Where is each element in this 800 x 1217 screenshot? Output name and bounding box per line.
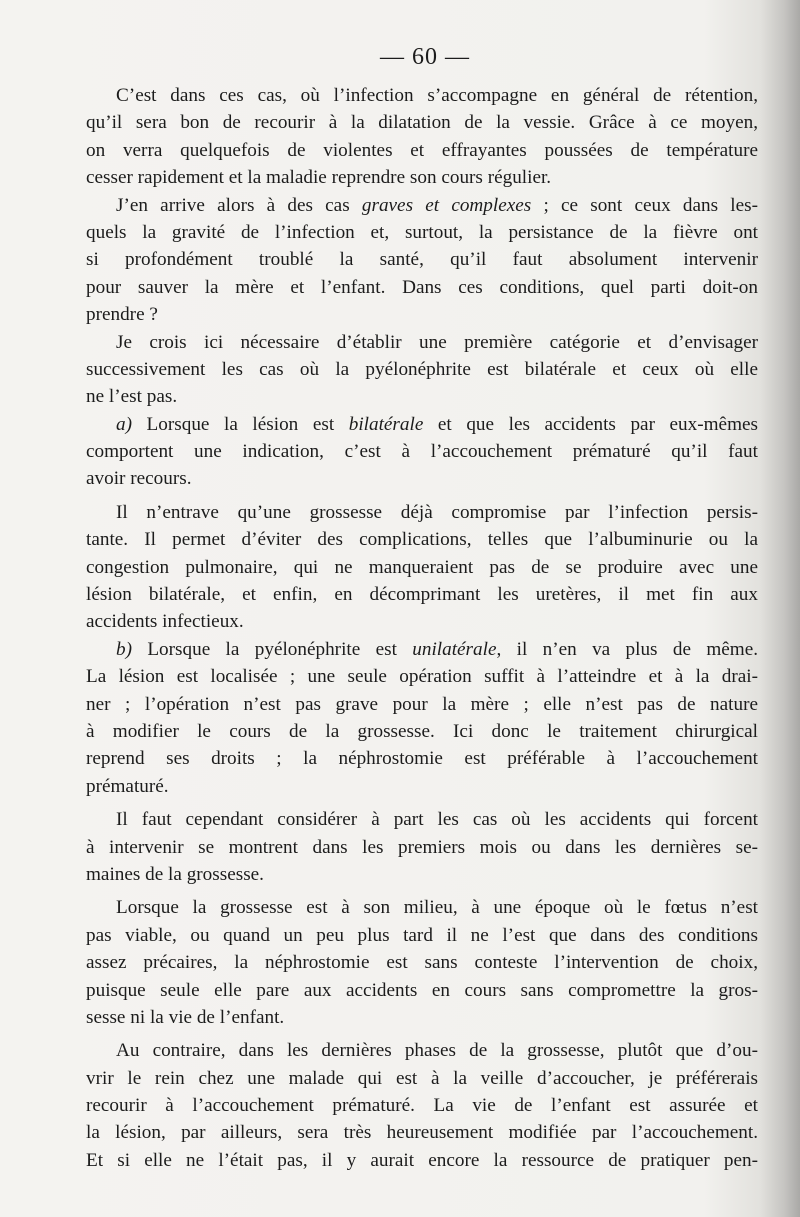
text-line: quels la gravité de l’infection et, surtout, la persistance de la fièvre ont [86,221,758,243]
text-run: J’en arrive alors à des cas [116,194,362,216]
list-marker-b: b) [116,638,132,660]
text-line: Au contraire, dans les dernières phases de la grossesse, plutôt que d’ou- [116,1040,758,1062]
text-line: pour sauver la mère et l’enfant. Dans ces conditions, quel parti doit-on [86,276,758,298]
italic-phrase: graves et complexes [361,194,532,216]
text-line: recourir à l’accouchement prématuré. La vie de l’enfant est assurée et [86,1095,758,1117]
text-line: la lésion, par ailleurs, sera très heureusement modifiée par l’accouchement. [86,1122,758,1144]
italic-phrase: unilatérale [412,638,497,660]
text-line: tante. Il permet d’éviter des complications, telles que l’albuminurie ou la [86,529,758,551]
text-line: Lorsque la grossesse est à son milieu, à une époque où le fœtus n’est [116,897,758,919]
list-marker-a: a) [116,413,132,435]
text-line: comportent une indication, c’est à l’accouchement prématuré qu’il faut [86,441,758,463]
text-line: lésion bilatérale, et enfin, en décomprimant les uretères, il met fin aux [86,584,758,606]
italic-phrase: bilatérale [348,413,424,435]
text-line [86,411,758,438]
text-line: successivement les cas où la pyélonéphrite est bilatérale et ceux où elle [86,358,758,380]
text-line: maines de la grossesse. [86,863,264,885]
page-number: — 60 — [380,44,470,70]
text-line [86,192,758,219]
text-line: assez précaires, la néphrostomie est sans conteste l’intervention de choix, [86,952,758,974]
text-line: vrir le rein chez une malade qui est à la veille d’accoucher, je préférerais [86,1067,758,1089]
binding-shadow [760,0,800,1217]
text-run: , il n’en va plus de même. [496,638,759,660]
text-run: Lorsque la pyélonéphrite est [131,638,413,660]
text-line: pas viable, ou quand un peu plus tard il ne l’est que dans des conditions [86,924,758,946]
text-line: ner ; l’opération n’est pas grave pour la mère ; elle n’est pas de nature [86,693,758,715]
text-line: si profondément troublé la santé, qu’il faut absolument intervenir [86,249,758,271]
text-line: puisque seule elle pare aux accidents en cours sans compromettre la gros- [86,979,758,1001]
text-line: La lésion est localisée ; une seule opération suffit à l’atteindre et à la drai- [86,666,758,688]
text-line: reprend ses droits ; la néphrostomie est préférable à l’accouchement [86,748,758,770]
text-run: Lorsque la lésion est [131,413,349,435]
text-line: sesse ni la vie de l’enfant. [86,1006,285,1028]
text-line [86,636,758,663]
text-line: congestion pulmonaire, qui ne manqueraient pas de se produire avec une [86,556,758,578]
text-line: à modifier le cours de la grossesse. Ici donc le traitement chirurgical [86,720,758,742]
text-line: avoir recours. [86,468,192,490]
text-line: cesser rapidement et la maladie reprendre son cours régulier. [86,167,552,189]
body-text [86,82,758,1174]
text-line: on verra quelquefois de violentes et effrayantes poussées de température [86,139,758,161]
text-run: ; ce sont ceux dans les- [531,194,758,216]
text-line: C’est dans ces cas, où l’infection s’accompagne en général de rétention, [116,85,758,106]
text-line: accidents infectieux. [86,611,244,633]
text-line: qu’il sera bon de recourir à la dilatation de la vessie. Grâce à ce moyen, [86,112,758,134]
text-line: prématuré. [86,775,169,797]
text-line: ne l’est pas. [86,386,178,408]
text-line: Il faut cependant considérer à part les cas où les accidents qui forcent [116,809,758,831]
text-run: et que les accidents par eux-mêmes [423,413,758,435]
text-line: Je crois ici nécessaire d’établir une première catégorie et d’envisager [116,331,758,353]
text-line: prendre ? [86,304,158,326]
text-line: Il n’entrave qu’une grossesse déjà compromise par l’infection persis- [116,501,758,523]
text-line: Et si elle ne l’était pas, il y aurait encore la ressource de pratiquer pen- [86,1149,758,1171]
text-line: à intervenir se montrent dans les premiers mois ou dans les dernières se- [86,836,758,858]
